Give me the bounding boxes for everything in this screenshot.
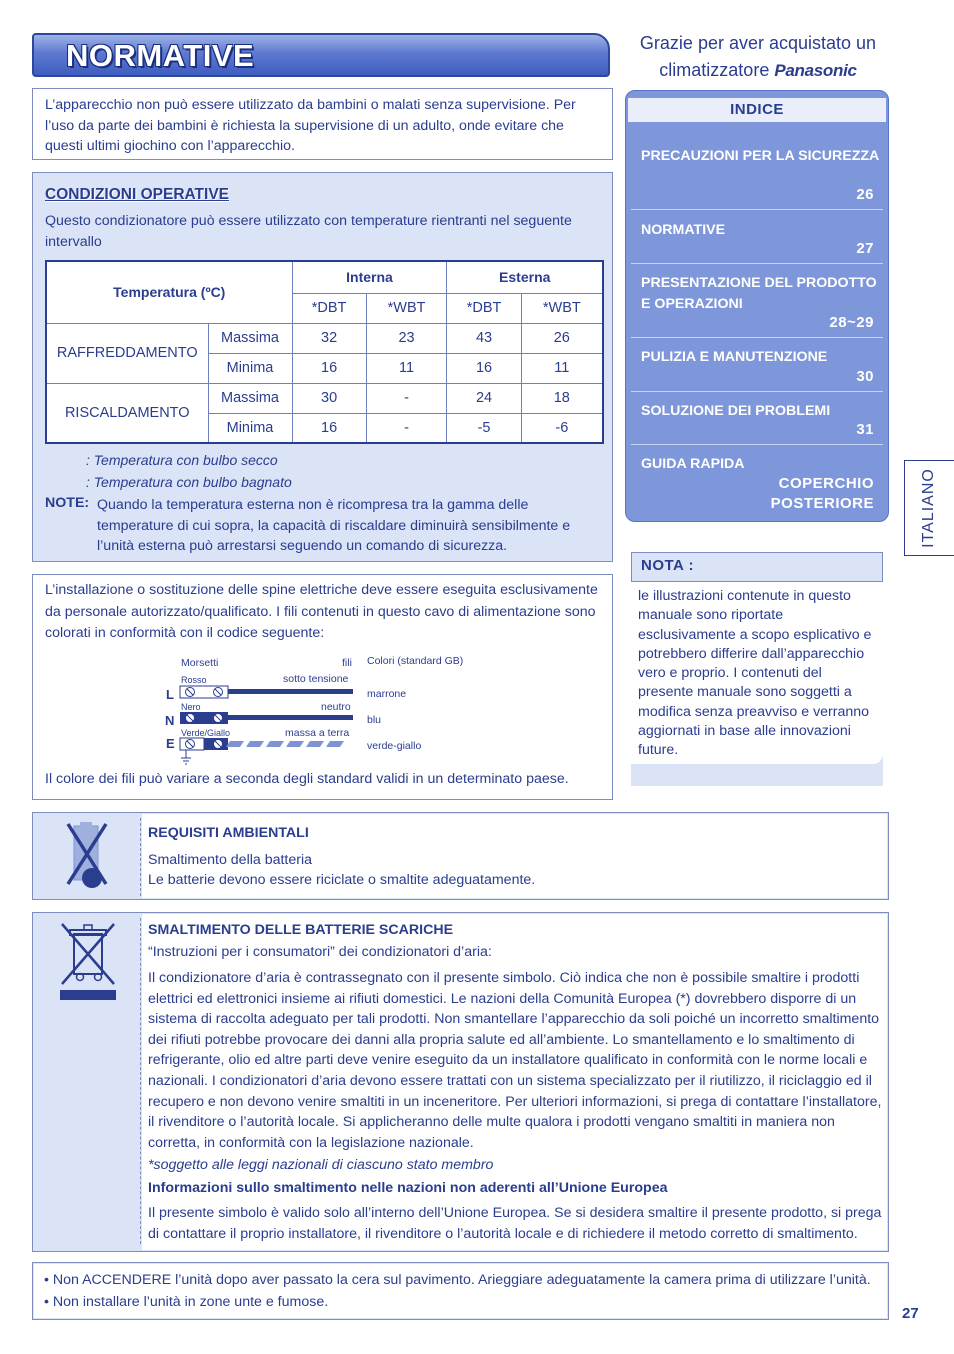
blu-label: blu [367, 714, 382, 726]
table-cell: 32 [292, 323, 366, 353]
index-divider [631, 263, 883, 264]
terminal-e: E [166, 736, 175, 751]
disposal-subtitle: “Instruzioni per i consumatori” dei condizionatori d’aria: [148, 944, 492, 960]
index-page-presentation: 28~29 [829, 314, 874, 331]
index-page-cleaning: 30 [856, 368, 874, 385]
conditions-title: CONDIZIONI OPERATIVE [45, 186, 230, 203]
wiring-footer: Il colore dei fili può variare a seconda degli standard validi in un determinato paese. [45, 771, 569, 787]
disposal-non-eu-title: Informazioni sullo smaltimento nelle nazioni non aderenti all’Unione Europea [148, 1180, 668, 1196]
table-cell: -5 [447, 413, 521, 443]
sotto-tensione-label: sotto tensione [283, 673, 349, 685]
page-number: 27 [902, 1305, 919, 1322]
verde-giallo-color-label: verde-giallo [367, 740, 422, 752]
thanks-line-1: Grazie per aver acquistato un [639, 33, 877, 53]
page-title: NORMATIVE [66, 38, 255, 73]
table-cell: -6 [521, 413, 603, 443]
battery-disposal-icon [64, 820, 112, 890]
table-cell: 30 [292, 383, 366, 413]
table-cell: 43 [447, 323, 521, 353]
verde-giallo-label: Verde/Giallo [181, 728, 231, 738]
marrone-label: marrone [367, 688, 407, 700]
cool-max-label: Massima [208, 323, 292, 353]
nero-label: Nero [181, 702, 201, 712]
index-title: INDICE [730, 101, 784, 118]
disposal-body: Il condizionatore d’aria è contrassegnato con il presente simbolo. Ciò indica che non è possibile smaltire i prodotti elettrici ed elettronici insieme ai rifiuti domestici. Le nazioni della Comunità Europea (*) dovrebbero disporre di un sistema di raccolta adeguato per tali prodotti. Non smantellare l’apparecchio da soli poiché un incorretto smaltimento dei rifiuti potrebbe provocare dei danni alla propria salute ed all’ambiente. Lo smantellamento e lo smaltimento di refrigerante, olio ed altre parti deve venire eseguito da un installatore qualificato in conformità con le norme locali e nazionali. I condizionatori d’aria devono essere trattati con un sistema specializzato per il riutilizzo, il riciclaggio ed il recupero e non devono venire smaltiti in un inceneritore. Per ulteriori informazioni, si prega di contattare l’installatore, il rivenditore o l’autorità locale. Si applicheranno delle multe qualora i prodotti vengano smaltiti in maniera non corretta, in conformità con la legislazione nazionale. [148, 970, 882, 1151]
table-cell: 23 [366, 323, 447, 353]
table-cell: 16 [447, 353, 521, 383]
table-cell: 26 [521, 323, 603, 353]
index-page-troubleshooting: 31 [856, 421, 874, 438]
intro-box: L’apparecchio non può essere utilizzato da bambini o malati senza supervisione. Per l’uso da parte dei bambini è richiesta la supervisione di un adulto, onde evitare che questi ultimi giochino con l’apparecchio. [32, 88, 613, 160]
index-divider [631, 209, 883, 210]
colori-label: Colori (standard GB) [367, 655, 464, 667]
table-cell: 16 [292, 353, 366, 383]
table-cell: 24 [447, 383, 521, 413]
index-item-safety[interactable]: PRECAUZIONI PER LA SICUREZZA [641, 148, 880, 164]
wiring-intro: L’installazione o sostituzione delle spine elettriche deve essere eseguita esclusivamente da personale autorizzato/qualificato. I fili contenuti in questo cavo di alimentazione sono colorati in conformità con il codice seguente: [45, 582, 598, 641]
legend-wbt: : Temperatura con bulbo bagnato [86, 474, 292, 490]
note-text: Quando la temperatura esterna non è ricompresa tra la gamma delle temperature di cui sopra, la capacità di riscaldare diminuirà sensibilmente e l’unità esterna può arrestarsi seguendo un comando di sicurezza. [97, 497, 571, 554]
environment-divider [140, 818, 141, 896]
external-dbt-header: *DBT [447, 293, 521, 323]
legend-dbt: : Temperatura con bulbo secco [86, 452, 278, 468]
internal-wbt-header: *WBT [366, 293, 447, 323]
index-divider [631, 391, 883, 392]
index-item-cleaning[interactable]: PULIZIA E MANUTENZIONE [641, 349, 828, 365]
external-header: Esterna [447, 261, 603, 293]
temp-header: Temperatura (ºC) [46, 261, 292, 323]
bullet-item: • Non ACCENDERE l’unità dopo aver passato la cera sul pavimento. Arieggiare adeguatamente la camera prima di utilizzare l’unità. [44, 1272, 871, 1288]
thanks-message [628, 30, 888, 84]
rosso-label: Rosso [181, 675, 207, 685]
terminal-l-icon [180, 686, 353, 698]
fili-label: fili [342, 657, 352, 669]
environment-line-1: Smaltimento della batteria [148, 852, 313, 868]
neutro-label: neutro [321, 701, 351, 713]
conditions-description: Questo condizionatore può essere utilizzato con temperature rientranti nel seguente intervallo [45, 213, 572, 250]
weee-bin-icon [56, 922, 120, 1004]
index-divider [631, 337, 883, 338]
index-header [628, 98, 886, 122]
disposal-title: SMALTIMENTO DELLE BATTERIE SCARICHE [148, 922, 454, 938]
disposal-divider [140, 918, 141, 1244]
environment-line-2: Le batterie devono essere riciclate o smaltite adeguatamente. [148, 872, 536, 888]
internal-dbt-header: *DBT [292, 293, 366, 323]
terminal-n: N [165, 713, 175, 728]
index-page-safety: 26 [856, 186, 874, 203]
terminal-n-icon [180, 712, 353, 724]
cool-min-label: Minima [208, 353, 292, 383]
table-cell: - [366, 413, 447, 443]
table-cell: 11 [366, 353, 447, 383]
heating-label: RISCALDAMENTO [46, 383, 208, 443]
note-label: NOTE: [45, 495, 90, 511]
nota-label: NOTA : [641, 557, 694, 574]
temperature-table [45, 260, 604, 444]
bullet-item: • Non installare l’unità in zone unte e fumose. [44, 1294, 329, 1310]
heat-min-label: Minima [208, 413, 292, 443]
index-page-quick-guide-2: POSTERIORE [770, 495, 874, 512]
cooling-label: RAFFREDDAMENTO [46, 323, 208, 383]
index-item-normative[interactable]: NORMATIVE [641, 222, 726, 238]
language-tab-label-wrap [904, 460, 954, 556]
table-cell: 16 [292, 413, 366, 443]
heat-max-label: Massima [208, 383, 292, 413]
table-cell: - [366, 383, 447, 413]
environment-title: REQUISITI AMBIENTALI [148, 825, 309, 841]
internal-header: Interna [292, 261, 447, 293]
language-tab-label: ITALIANO [920, 468, 937, 548]
index-page-normative: 27 [856, 240, 874, 257]
brand-logo: Panasonic [774, 61, 857, 80]
disposal-footnote: *soggetto alle leggi nazionali di ciascuno stato membro [148, 1157, 494, 1173]
morsetti-label: Morsetti [181, 657, 219, 669]
wiring-diagram [178, 684, 358, 766]
terminal-l: L [166, 687, 174, 702]
index-page-quick-guide-1: COPERCHIO [778, 475, 874, 492]
external-wbt-header: *WBT [521, 293, 603, 323]
terminal-e-icon [180, 738, 344, 764]
thanks-line-2-text: climatizzatore [659, 60, 770, 80]
index-item-quick-guide[interactable]: GUIDA RAPIDA [641, 456, 745, 472]
index-divider [631, 444, 883, 445]
thanks-line-2 [628, 57, 888, 84]
index-item-troubleshooting[interactable]: SOLUZIONE DEI PROBLEMI [641, 403, 831, 419]
table-cell: 11 [521, 353, 603, 383]
disposal-non-eu-text: Il presente simbolo è valido solo all’interno dell’Unione Europea. Se si desidera smaltire il presente prodotto, si prega di contattare il proprio installatore, il rivenditore o l’autorità locale e di richiedere il metodo corretto di smaltimento. [148, 1205, 882, 1242]
massa-label: massa a terra [285, 727, 350, 739]
nota-text: le illustrazioni contenute in questo manuale sono riportate esclusivamente a scopo esplicativo e potrebbero differire dall’apparecchio vero e proprio. I contenuti del presente manuale sono soggetti a modifica senza preavviso e verranno aggiornati in base alle innovazioni future. [638, 588, 872, 759]
table-cell: 18 [521, 383, 603, 413]
index-item-presentation[interactable]: PRESENTAZIONE DEL PRODOTTO E OPERAZIONI [641, 275, 877, 312]
